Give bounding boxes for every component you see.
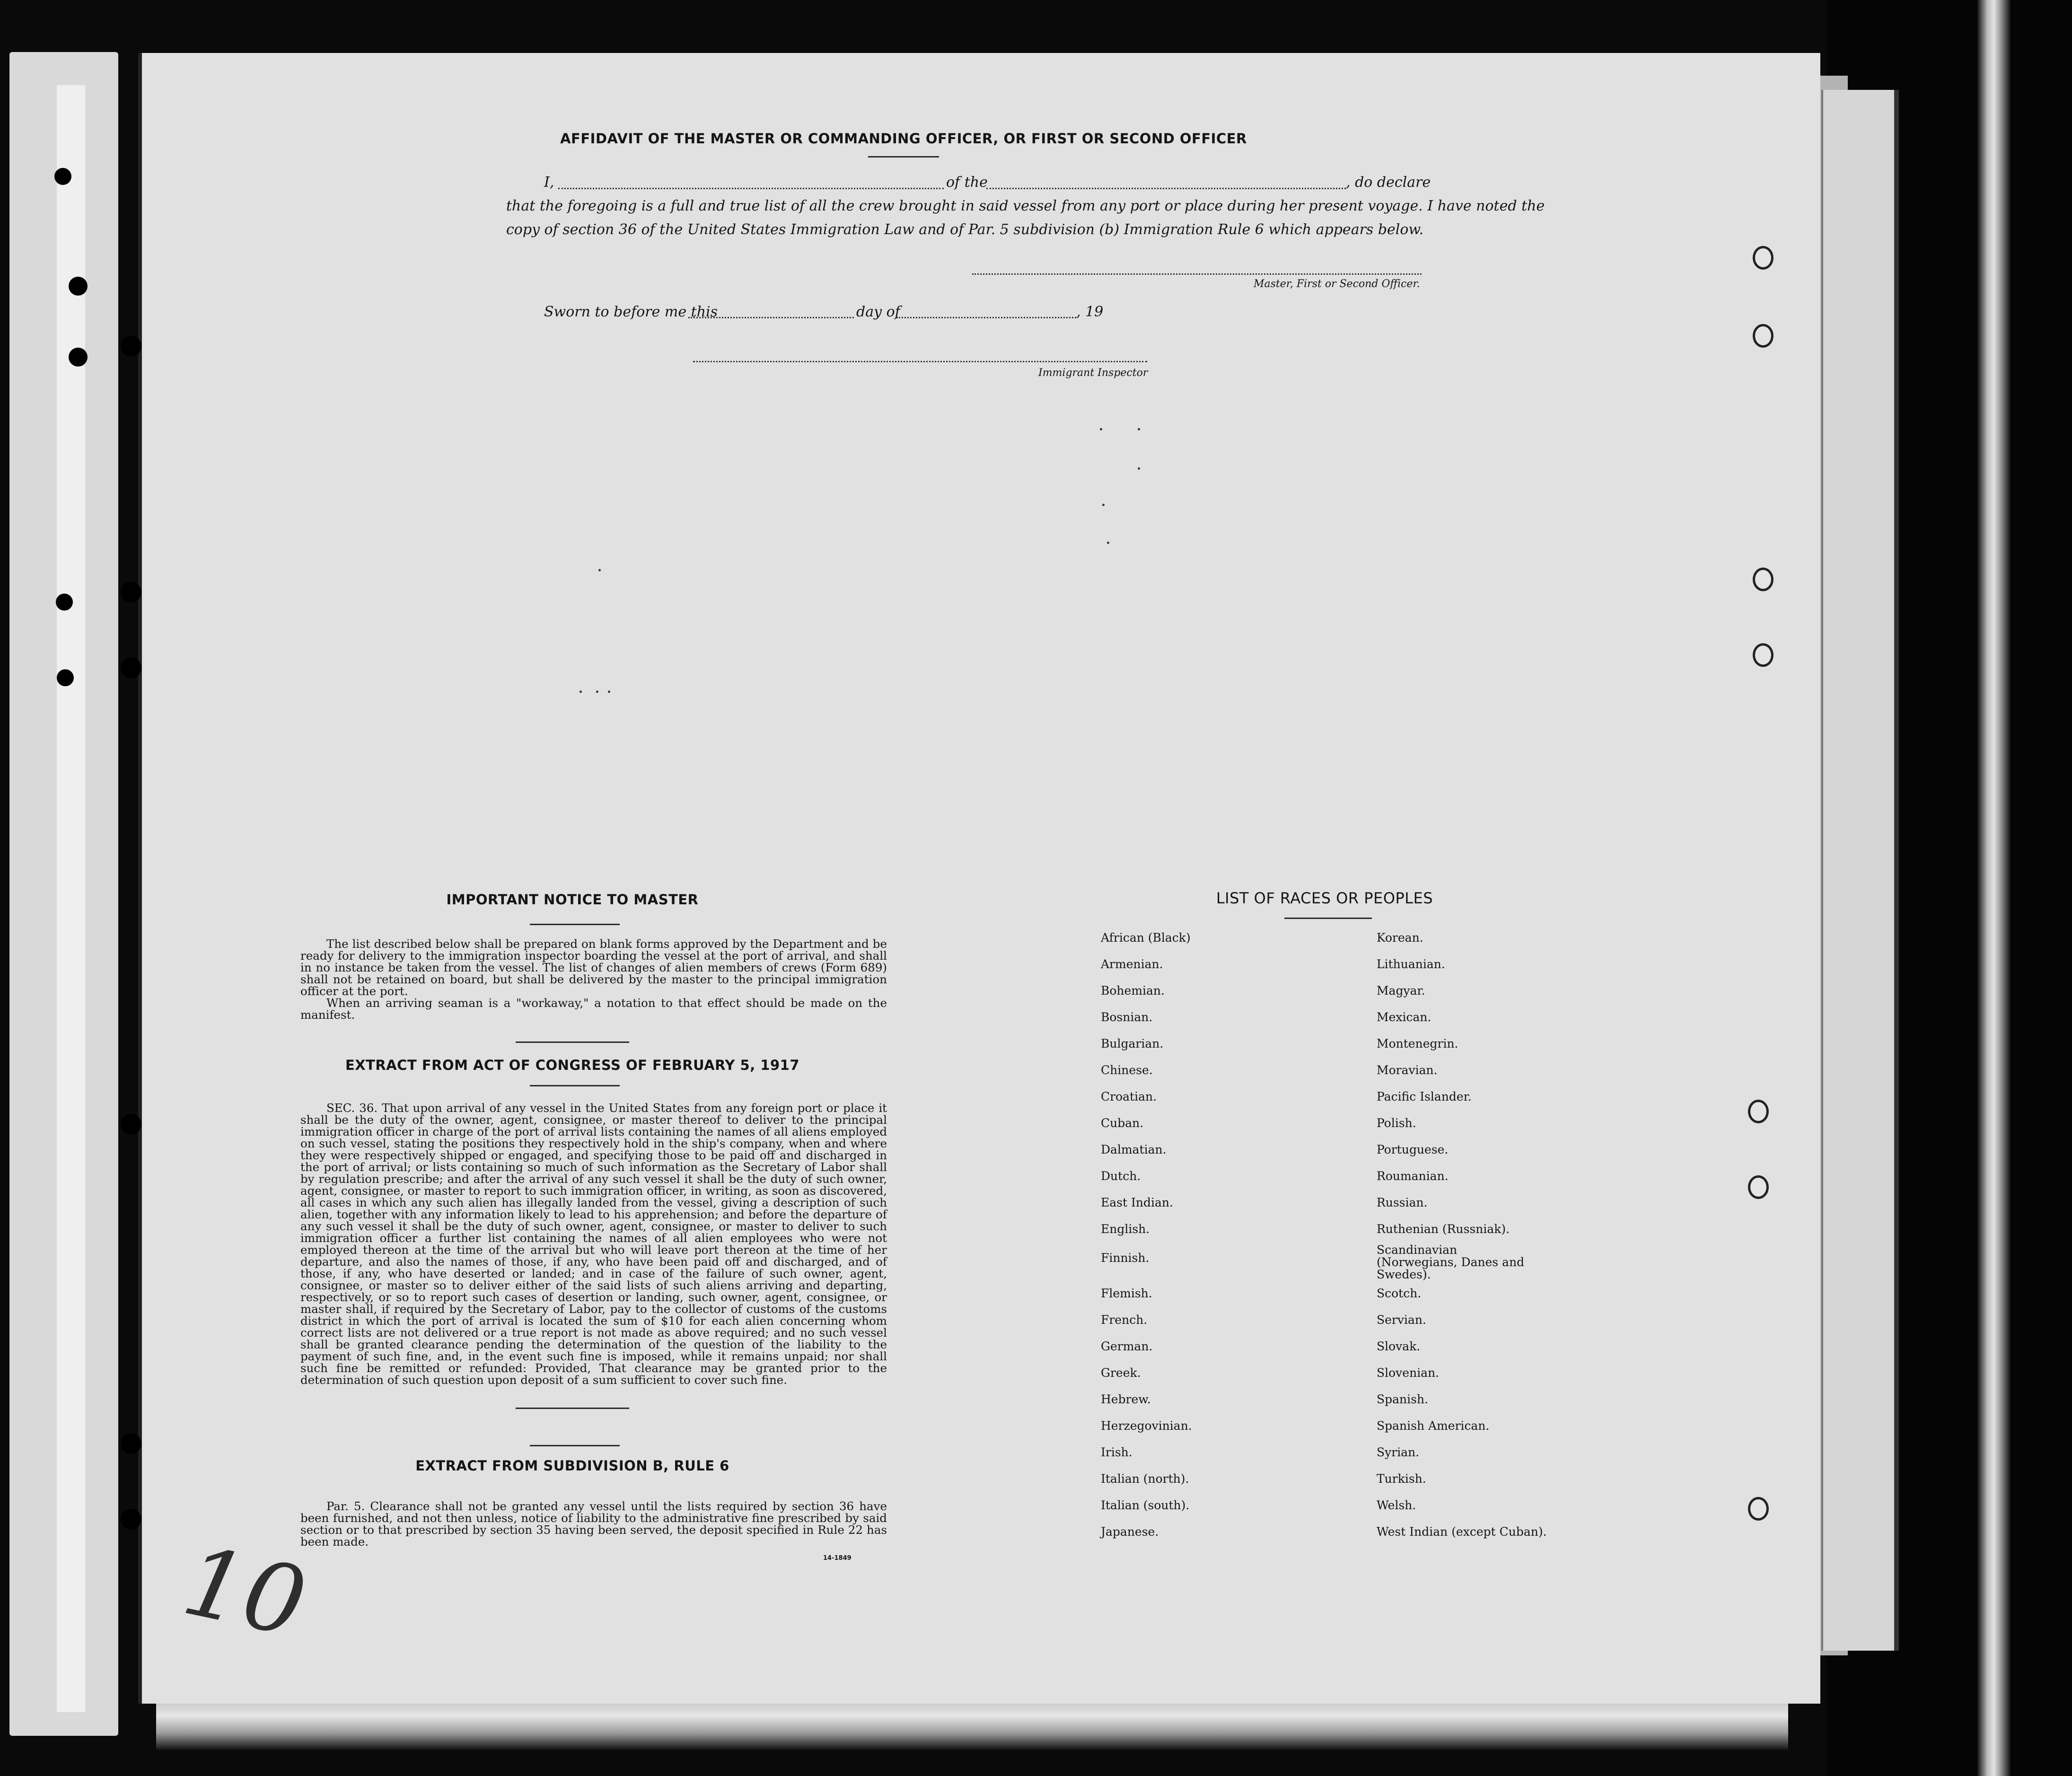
races-title-underline [1284, 918, 1372, 919]
manifest-back-page [138, 53, 1820, 1704]
binding-hole [121, 582, 141, 603]
scan-speck [598, 569, 601, 571]
binding-hole [121, 336, 141, 357]
race-item: Mexican. [1377, 1010, 1431, 1024]
day-of-label: day of [856, 304, 900, 320]
officer-name-field [558, 188, 944, 189]
race-item: German. [1101, 1339, 1153, 1353]
scan-speck [596, 691, 598, 693]
race-item: Hebrew. [1101, 1392, 1151, 1406]
race-item: Bulgarian. [1101, 1037, 1164, 1050]
vessel-name-field [986, 188, 1346, 189]
affidavit-declare-label: , do declare [1346, 174, 1431, 191]
scan-speck [608, 691, 610, 693]
form-number: 14-1849 [823, 1555, 852, 1562]
scan-speck [1138, 428, 1140, 430]
binder-ring [1748, 1175, 1769, 1199]
binder-ring [1753, 324, 1773, 348]
master-signature-line [972, 273, 1422, 275]
race-item: Magyar. [1377, 984, 1425, 997]
sworn-label: Sworn to before me this [544, 304, 718, 320]
punch-hole [56, 594, 73, 611]
scan-speck [1138, 467, 1140, 470]
binding-hole [121, 1433, 141, 1454]
race-item: Dalmatian. [1101, 1143, 1167, 1156]
binder-ring [1748, 1100, 1769, 1123]
punch-hole [69, 277, 88, 296]
affidavit-text-line-2: that the foregoing is a full and true list of all the crew brought in said vessel from any port or place during her present voyage. I have noted the [506, 198, 1545, 214]
race-item: Syrian. [1377, 1445, 1420, 1459]
punch-hole [57, 669, 74, 686]
par-5-text: Par. 5. Clearance shall not be granted any vessel until the lists required by section 36 have been furnished, and not then unless, notice of liability to the administrative fine prescribed by said section or to that prescribed by section 35 having been served, the deposit specified in Rule 22 has been made. [300, 1499, 887, 1549]
race-item: Ruthenian (Russniak). [1377, 1222, 1510, 1236]
race-item: Croatian. [1101, 1090, 1157, 1103]
binder-ring [1753, 643, 1773, 667]
race-item: Roumanian. [1377, 1169, 1449, 1183]
notice-underline [530, 924, 620, 925]
year-label: , 19 [1076, 304, 1104, 320]
race-item: English. [1101, 1222, 1150, 1236]
notice-paragraph-2: When an arriving seaman is a "workaway," a notation to that effect should be made on the manifest. [300, 996, 887, 1022]
race-item: West Indian (except Cuban). [1377, 1525, 1547, 1539]
binder-ring [1753, 568, 1773, 591]
scan-speck [1107, 542, 1109, 544]
notice-title: IMPORTANT NOTICE TO MASTER [446, 892, 699, 908]
scan-speck [1102, 504, 1105, 506]
binding-hole [121, 657, 141, 678]
race-item: Korean. [1377, 931, 1423, 945]
sworn-day-field [688, 317, 854, 318]
race-item: Slovenian. [1377, 1366, 1440, 1380]
affidavit-of-the-label: of the [946, 174, 988, 191]
race-item: Portuguese. [1377, 1143, 1449, 1156]
title-underline [868, 156, 939, 157]
race-item: Lithuanian. [1377, 957, 1445, 971]
race-item: Spanish. [1377, 1392, 1429, 1406]
race-item: Italian (north). [1101, 1472, 1189, 1486]
race-item: Moravian. [1377, 1063, 1438, 1077]
race-item: Herzegovinian. [1101, 1419, 1192, 1433]
race-item: Greek. [1101, 1366, 1141, 1380]
act-extract-title: EXTRACT FROM ACT OF CONGRESS OF FEBRUARY 5, 1917 [345, 1057, 800, 1073]
race-item: African (Black) [1101, 931, 1191, 945]
race-item: Polish. [1377, 1116, 1416, 1130]
left-paper-highlight [57, 85, 85, 1712]
underlying-page-edge-2 [1821, 90, 1899, 1651]
punch-hole [69, 348, 88, 367]
affidavit-i-label: I, [544, 174, 554, 191]
race-item: Japanese. [1101, 1525, 1159, 1539]
inspector-signature-line [693, 361, 1147, 362]
race-item: Dutch. [1101, 1169, 1141, 1183]
race-item: Montenegrin. [1377, 1037, 1458, 1050]
notice-body [300, 938, 887, 1021]
affidavit-text-line-3: copy of section 36 of the United States Immigration Law and of Par. 5 subdivision (b) Immigration Rule 6 which appears below. [506, 221, 1424, 238]
race-item: Scandinavian (Norwegians, Danes and Swedes). [1377, 1243, 1525, 1281]
race-item: Bosnian. [1101, 1010, 1153, 1024]
notice-paragraph-1: The list described below shall be prepared on blank forms approved by the Department and be ready for delivery to the immigration inspector boarding the vessel at the port of arrival, and shall in no instance be taken from the vessel. The list of changes of alien members of crews (Form 689) shall not be retained on board, but shall be delivered by the master to the principal immigration officer at the port. [300, 937, 887, 998]
scan-speck [579, 691, 582, 693]
race-item: Pacific Islander. [1377, 1090, 1472, 1103]
race-item: Slovak. [1377, 1339, 1421, 1353]
binding-hole [121, 1509, 141, 1530]
binder-ring [1753, 246, 1773, 270]
act-extract-underline [530, 1085, 620, 1086]
races-title: LIST OF RACES OR PEOPLES [1216, 889, 1433, 907]
inspector-label: Immigrant Inspector [1038, 367, 1148, 379]
race-item: Cuban. [1101, 1116, 1144, 1130]
scan-speck [1100, 428, 1102, 430]
race-item: Welsh. [1377, 1498, 1416, 1512]
handwritten-page-number: 10 [174, 1526, 315, 1659]
binder-edge [1977, 0, 2011, 1776]
race-item: Flemish. [1101, 1286, 1152, 1300]
race-item: French. [1101, 1313, 1148, 1327]
race-item: Russian. [1377, 1196, 1428, 1209]
act-extract-body [300, 1102, 887, 1386]
race-item: Servian. [1377, 1313, 1426, 1327]
race-item: Chinese. [1101, 1063, 1153, 1077]
section-divider [516, 1041, 629, 1043]
affidavit-title: AFFIDAVIT OF THE MASTER OR COMMANDING OFFICER, OR FIRST OR SECOND OFFICER [560, 131, 1247, 147]
race-item: Armenian. [1101, 957, 1163, 971]
race-item: East Indian. [1101, 1196, 1173, 1209]
rule-extract-title: EXTRACT FROM SUBDIVISION B, RULE 6 [415, 1458, 729, 1474]
punch-hole [54, 168, 71, 185]
binder-ring [1748, 1497, 1769, 1521]
section-divider [516, 1408, 629, 1409]
race-item: Spanish American. [1377, 1419, 1490, 1433]
race-item: Italian (south). [1101, 1498, 1190, 1512]
race-item: Finnish. [1101, 1251, 1150, 1265]
rule-extract-underline [530, 1445, 620, 1446]
master-signature-label: Master, First or Second Officer. [1254, 278, 1420, 290]
race-item: Irish. [1101, 1445, 1133, 1459]
race-item: Bohemian. [1101, 984, 1165, 997]
race-item: Scotch. [1377, 1286, 1422, 1300]
section-36-text: SEC. 36. That upon arrival of any vessel in the United States from any foreign port or place it shall be the duty of the owner, agent, consignee, or master thereof to deliver to the principal immigration officer in charge of the port of arrival lists containing the names of all aliens employed on such vessel, stating the positions they respectively hold in the ship's company, when and where they were respectively shipped or engaged, and specifying those to be paid off and discharged in the port of arrival; or lists containing so much of such information as the Secretary of Labor shall by regulation prescribe; and after the arrival of any such vessel it shall be the duty of such owner, agent, consignee, or master to report to such immigration officer, in writing, as soon as discovered, all cases in which any such alien has illegally landed from the vessel, giving a description of such alien, together with any information likely to lead to his apprehension; and before the departure of any such vessel it shall be the duty of such owner, agent, consignee, or master to deliver to such immigration officer a further list containing the names of all alien employees who were not employed thereon at the time of the arrival but who will leave port thereon at the time of her departure, and also the names of those, if any, who have been paid off and discharged, and of those, if any, who have deserted or landed; and in case of the failure of such owner, agent, consignee, or master so to deliver either of the said lists of such aliens arriving and departing, respectively, or so to report such cases of desertion or landing, such owner, agent, consignee, or master shall, if required by the Secretary of Labor, pay to the collector of customs of the customs district in which the port of arrival is located the sum of $10 for each alien concerning whom correct lists are not delivered or a true report is not made as above required; and no such vessel shall be granted clearance pending the determination of the question of the liability to the payment of such fine, and, in the event such fine is imposed, while it remains unpaid; nor shall such fine be remitted or refunded: Provided, That clearance may be granted prior to the determination of such question upon deposit of a sum sufficient to cover such fine. [300, 1101, 887, 1387]
race-item: Turkish. [1377, 1472, 1426, 1486]
rule-extract-body [300, 1500, 887, 1548]
sworn-month-field [896, 317, 1076, 318]
binding-hole [121, 1114, 141, 1135]
